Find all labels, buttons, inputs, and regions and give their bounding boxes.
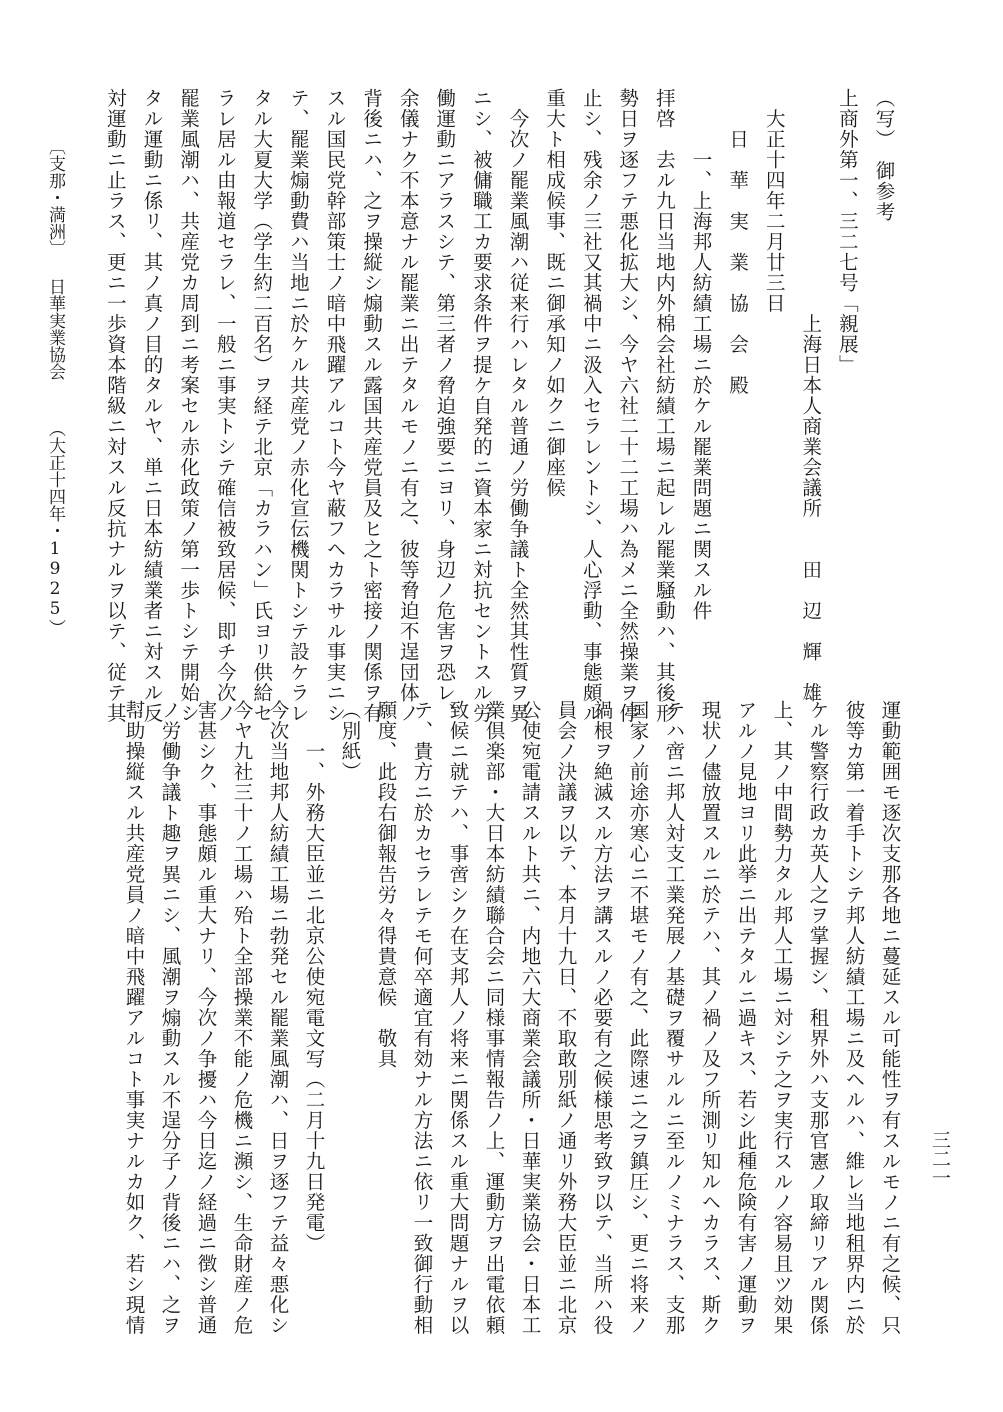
text-column: ニシ、被傭職工カ要求条件ヲ提ケ自発的ニ資本家ニ対抗セントスル労 bbox=[469, 88, 493, 724]
text-column: 上商外第一、三二七号「親展」 bbox=[835, 88, 859, 375]
text-column: 今次当地邦人紡績工場ニ勃発セル罷業風潮ハ、日ヲ逐フテ益々悪化シ bbox=[266, 700, 290, 1336]
text-column: 今次ノ罷業風潮ハ従来行ハレタル普通ノ労働争議ト全然其性質ヲ異 bbox=[506, 88, 530, 724]
text-column: スル国民党幹部策士ノ暗中飛躍アルコト今ヤ蔽フヘカラサル事実ニシ bbox=[323, 88, 347, 724]
footer-publisher: 日華実業協会 bbox=[45, 278, 65, 380]
footer-region: 〔支那・満洲〕 bbox=[45, 138, 65, 257]
text-column: 拝啓 去ル九日当地内外棉会社紡績工場ニ起レル罷業騒動ハ、其後形 bbox=[652, 88, 676, 724]
text-column: ラレ居ル由報道セラレ、一般ニ事実トシテ確信被致居候、即チ今次ノ bbox=[213, 88, 237, 724]
text-column: 勢日ヲ逐フテ悪化拡大シ、今ヤ六社二十二工場ハ為メニ全然操業ヲ停 bbox=[616, 88, 640, 724]
text-column: テ、罷業煽動費ハ当地ニ於ケル共産党ノ赤化宣伝機関トシテ設ケラレ bbox=[286, 88, 310, 724]
text-column: 働運動ニアラスシテ、第三者ノ脅迫強要ニヨリ、身辺ノ危害ヲ恐レ、 bbox=[433, 88, 457, 724]
text-column: アルノ見地ヨリ此挙ニ出テタルニ過キス、若シ此種危険有害ノ運動ヲ bbox=[734, 700, 758, 1336]
text-column: 対運動ニ止ラス、更ニ一歩資本階級ニ対スル反抗ナルヲ以テ、従テ其 bbox=[103, 88, 127, 724]
page-number: 三二一 bbox=[929, 1130, 951, 1187]
text-column: 運動範囲モ逐次支那各地ニ蔓延スル可能性ヲ有スルモノニ有之候、只 bbox=[878, 700, 902, 1336]
text-column: （写） 御参考 bbox=[872, 88, 896, 222]
text-column: 上、其ノ中間勢力タル邦人工場ニ対シテ之ヲ実行スルノ容易且ツ効果 bbox=[770, 700, 794, 1336]
text-column: ノ労働争議ト趣ヲ異ニシ、風潮ヲ煽動スル不逞分子ノ背後ニハ、之ヲ bbox=[158, 700, 182, 1336]
text-column: 彼等カ第一着手トシテ邦人紡績工場ニ及ヘルハ、維レ当地租界内ニ於 bbox=[842, 700, 866, 1336]
text-column: 今ヤ九社三十ノ工場ハ殆ト全部操業不能ノ危機ニ瀕シ、生命財産ノ危 bbox=[230, 700, 254, 1336]
text-column: タル大夏大学（学生約二百名）ヲ経テ北京「カラハン」氏ヨリ供給セ bbox=[250, 88, 274, 724]
text-column: 罷業風潮ハ、共産党カ周到ニ考案セル赤化政策ノ第一歩トシテ開始シ bbox=[177, 88, 201, 724]
text-column: 上海日本人商業会議所 田 辺 輝 雄 bbox=[799, 88, 823, 703]
text-column: 一、外務大臣並ニ北京公使宛電文写（二月十九日発電） bbox=[302, 700, 326, 1254]
text-column: 止シ、残余ノ三社又其禍中ニ汲入セラレントシ、人心浮動、事態頗ル bbox=[579, 88, 603, 724]
text-column: テハ啻ニ邦人対支工業発展ノ基礎ヲ覆サルルニ至ルノミナラス、支那 bbox=[662, 700, 686, 1336]
text-column: タル運動ニ係リ、其ノ真ノ目的タルヤ、単ニ日本紡績業者ニ対スル反 bbox=[140, 88, 164, 724]
text-column: （別紙） bbox=[338, 700, 362, 782]
text-column: 願度、此段右御報告労々得貴意候 敬具 bbox=[374, 700, 398, 1069]
text-column: 禍根ヲ絶滅スル方法ヲ講スルノ必要有之候様思考致ヲ以テ、当所ハ役 bbox=[590, 700, 614, 1336]
text-column: 害甚シク、事態頗ル重大ナリ、今次ノ争擾ハ今日迄ノ経過ニ徴シ普通 bbox=[194, 700, 218, 1336]
text-column: 余儀ナク不本意ナル罷業ニ出テタルモノニ有之、彼等脅迫不逞団体ノ bbox=[396, 88, 420, 724]
text-column: 公使宛電請スルト共ニ、内地六大商業会議所・日華実業協会・日本工 bbox=[518, 700, 542, 1336]
text-column: テ、貴方ニ於カセラレテモ何卒適宜有効ナル方法ニ依リ一致御行動相 bbox=[410, 700, 434, 1336]
text-column: 国家ノ前途亦寒心ニ不堪モノ有之、此際速ニ之ヲ鎮圧シ、更ニ将来ノ bbox=[626, 700, 650, 1336]
text-column: 重大ト相成候事、既ニ御承知ノ如クニ御座候 bbox=[543, 88, 567, 498]
text-column: 致候ニ就テハ、事啻シク在支邦人ノ将来ニ関係スル重大問題ナルヲ以 bbox=[446, 700, 470, 1336]
text-column: 現状ノ儘放置スルニ於テハ、其ノ禍ノ及フ所測リ知ルヘカラス、斯ク bbox=[698, 700, 722, 1336]
text-column: ケル警察行政カ英人之ヲ掌握シ、租界外ハ支那官憲ノ取締リアル関係 bbox=[806, 700, 830, 1336]
text-column: 大正十四年二月廿三日 bbox=[762, 88, 786, 314]
text-column: 幇助操縦スル共産党員ノ暗中飛躍アルコト事実ナルカ如ク、若シ現情 bbox=[122, 700, 146, 1336]
text-column: 員会ノ決議ヲ以テ、本月十九日、不取敢別紙ノ通リ外務大臣並ニ北京 bbox=[554, 700, 578, 1336]
text-column: 日 華 実 業 協 会 殿 bbox=[726, 88, 750, 396]
text-column: 一、上海邦人紡績工場ニ於ケル罷業問題ニ関スル件 bbox=[689, 88, 713, 621]
footer-date: （大正十四年・1925） bbox=[45, 420, 65, 636]
text-column: 背後ニハ、之ヲ操縦シ煽動スル露国共産党員及ヒ之ト密接ノ関係ヲ有 bbox=[360, 88, 384, 724]
text-column: 業倶楽部・大日本紡績聯合会ニ同様事情報告ノ上、運動方ヲ出電依頼 bbox=[482, 700, 506, 1336]
